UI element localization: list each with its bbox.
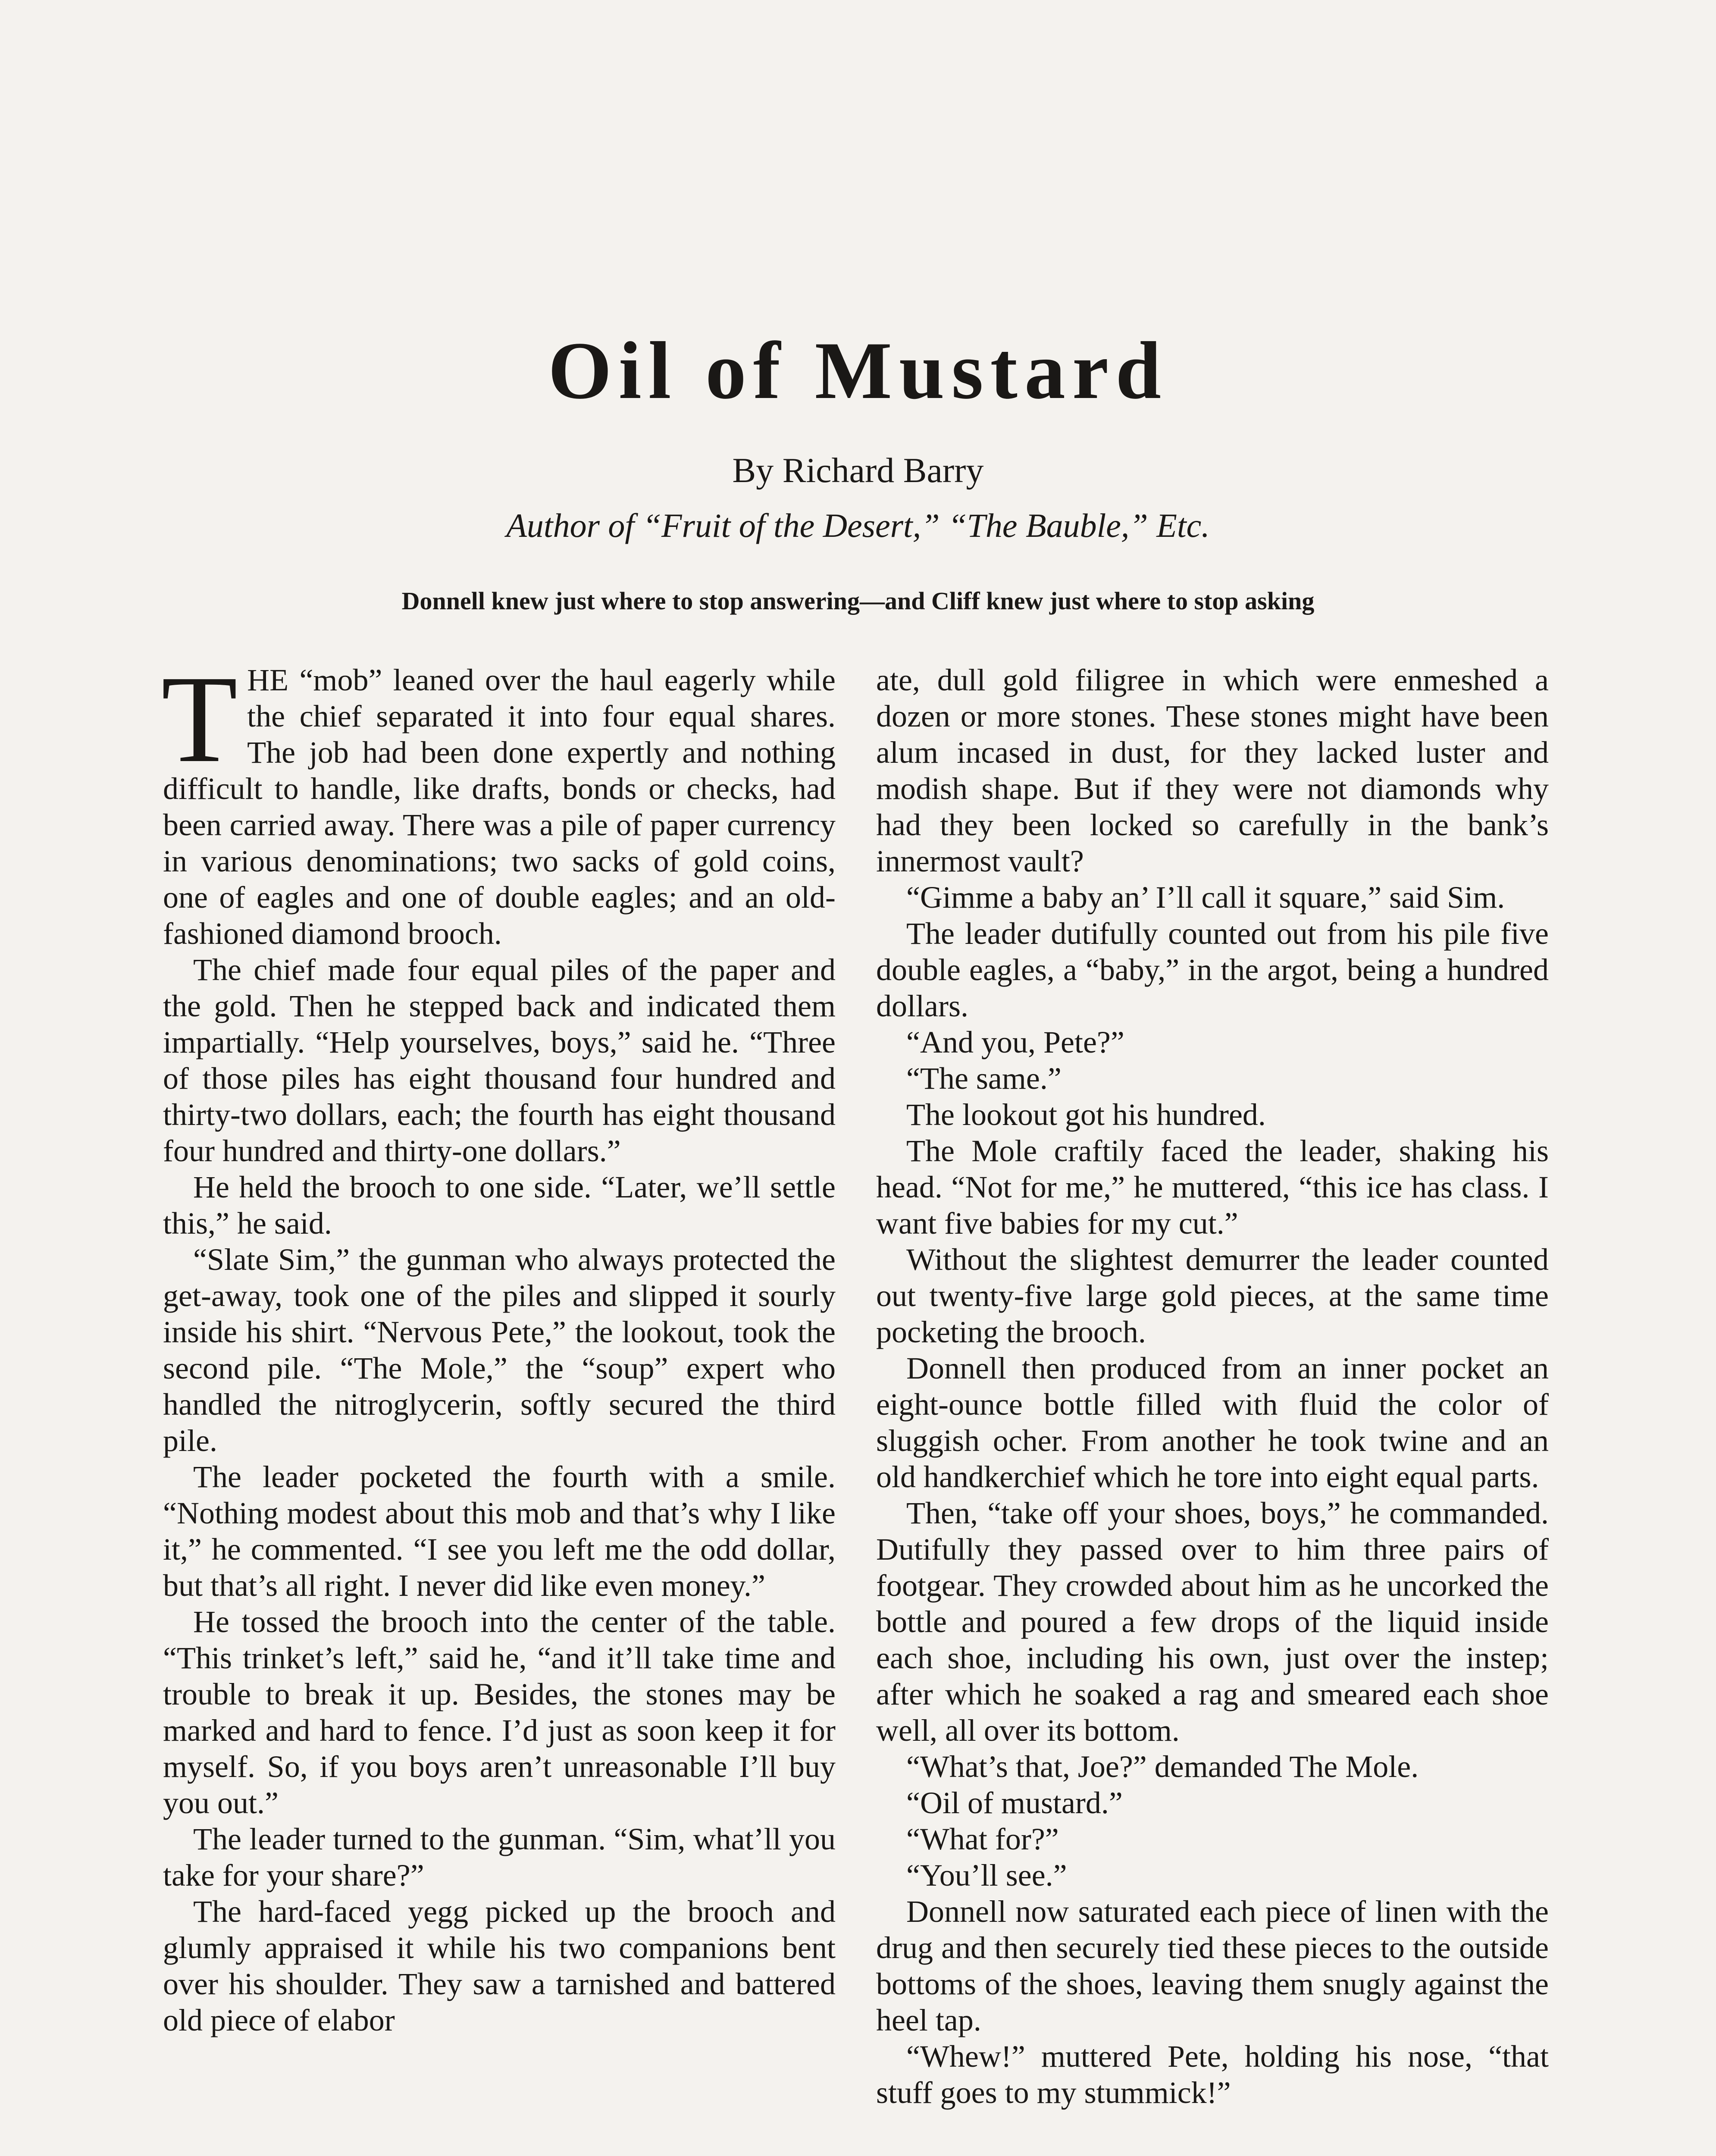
paragraph: “Whew!” muttered Pete, holding his nose, “that stuff goes to my stummick!” [876, 2039, 1549, 2110]
paragraph: The hard-faced yegg picked up the brooch and glumly appraised it while his two companions bent over his shoulder. They saw a tarnished and battered old piece of elabor [163, 1894, 836, 2037]
paragraph: The lookout got his hundred. [906, 1097, 1266, 1132]
paragraph: Donnell then produced from an inner pocket an eight-ounce bottle filled with fluid the color of sluggish ocher. From another he took twine and an old handkerchief which he tore into eight equal parts. [876, 1351, 1549, 1494]
left-column [161, 650, 836, 2038]
byline: By Richard Barry [732, 451, 984, 490]
paragraph [161, 650, 836, 952]
paragraph: “Gimme a baby an’ I’ll call it square,” said Sim. [906, 880, 1505, 915]
paragraph: Without the slightest demurrer the leader counted out twenty-five large gold pieces, at the same time pocketing the brooch. [876, 1242, 1549, 1349]
paragraph: ate, dull gold filigree in which were enmeshed a dozen or more stones. These stones might have been alum incased in dust, for they lacked luster and modish shape. But if they were not diamonds why had they been locked so carefully in the bank’s innermost vault? [876, 663, 1549, 878]
paragraph: “What’s that, Joe?” demanded The Mole. [906, 1749, 1419, 1784]
paragraph: “What for?” [906, 1822, 1059, 1856]
paragraph: The leader turned to the gunman. “Sim, what’ll you take for your share?” [163, 1822, 836, 1893]
paragraph: “And you, Pete?” [906, 1025, 1124, 1059]
story-deck: Donnell knew just where to stop answering—and Cliff knew just where to stop asking [401, 587, 1315, 615]
paragraph: “The same.” [906, 1061, 1062, 1096]
paragraph: The chief made four equal piles of the paper and the gold. Then he stepped back and indicated them impartially. “Help yourselves, boys,” said he. “Three of those piles has eight thousand four hundred and thirty-two dollars, each; the fourth has eight thousand four hundred and thirty-one dollars.” [163, 953, 836, 1168]
drop-cap: T [161, 650, 238, 788]
author-note: Author of “Fruit of the Desert,” “The Bauble,” Etc. [506, 507, 1210, 544]
paragraph: The leader pocketed the fourth with a smile. “Nothing modest about this mob and that’s why I like it,” he commented. “I see you left me the odd dollar, but that’s all right. I never did like even money.” [163, 1460, 836, 1603]
paragraph: Then, “take off your shoes, boys,” he commanded. Dutifully they passed over to him three pairs of footgear. They crowded about him as he uncorked the bottle and poured a few drops of the liquid inside each shoe, including his own, just over the instep; after which he soaked a rag and smeared each shoe well, all over its bottom. [876, 1496, 1549, 1748]
story-title: Oil of Mustard [548, 326, 1168, 416]
paragraph: He tossed the brooch into the center of the table. “This trinket’s left,” said he, “and it’ll take time and trouble to break it up. Besides, the stones may be marked and hard to fence. I’d just as soon keep it for myself. So, if you boys aren’t unreasonable I’ll buy you out.” [163, 1604, 836, 1820]
paragraph-text: HE “mob” leaned over the haul eagerly while the chief separated it into four equal shares. The job had been done expertly and nothing difficult to handle, like drafts, bonds or checks, had been carried away. There was a pile of paper currency in various denominations; two sacks of gold coins, one of eagles and one of double eagles; and an old-fashioned diamond brooch. [163, 663, 836, 951]
paragraph: “You’ll see.” [906, 1858, 1067, 1893]
paragraph: He held the brooch to one side. “Later, we’ll settle this,” he said. [163, 1170, 836, 1241]
paragraph: The leader dutifully counted out from his pile five double eagles, a “baby,” in the argot, being a hundred dollars. [876, 916, 1549, 1023]
paragraph: The Mole craftily faced the leader, shaking his head. “Not for me,” he muttered, “this ice has class. I want five babies for my cut.” [876, 1134, 1549, 1241]
paragraph: Donnell now saturated each piece of linen with the drug and then securely tied these pieces to the outside bottoms of the shoes, leaving them snugly against the heel tap. [876, 1894, 1549, 2037]
right-column [876, 662, 1549, 2111]
paragraph: “Slate Sim,” the gunman who always protected the get-away, took one of the piles and slipped it sourly inside his shirt. “Nervous Pete,” the lookout, took the second pile. “The Mole,” the “soup” expert who handled the nitroglycerin, softly secured the third pile. [163, 1242, 836, 1458]
paragraph: “Oil of mustard.” [906, 1786, 1123, 1820]
